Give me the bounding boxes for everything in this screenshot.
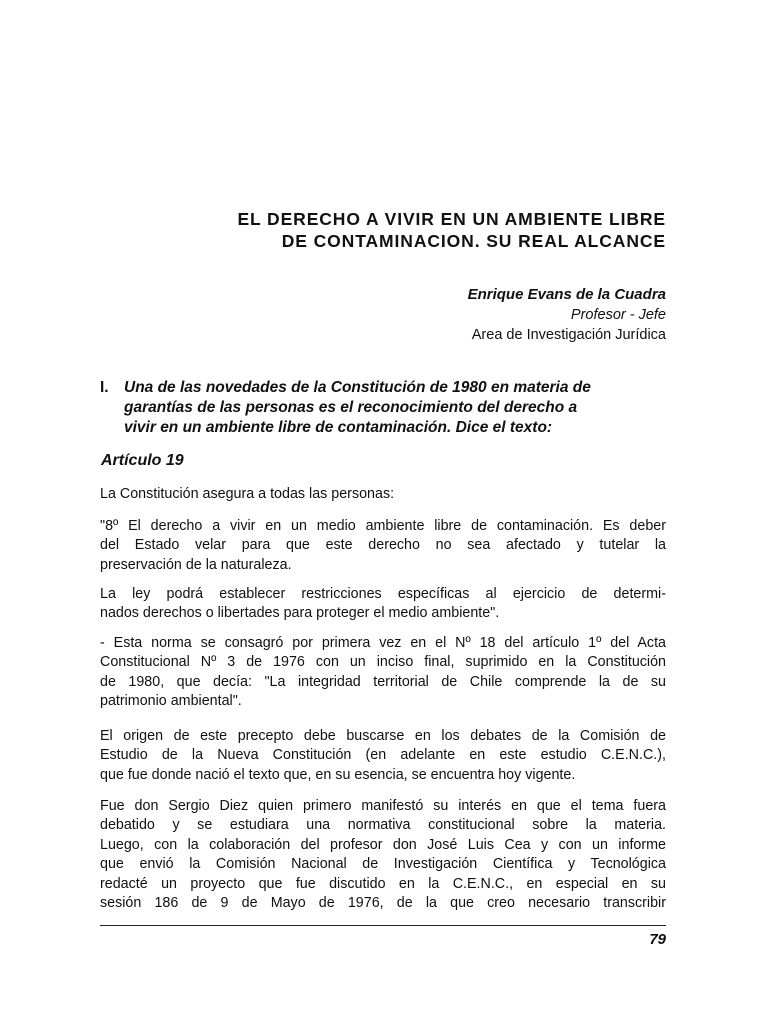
paragraph-4 xyxy=(100,634,666,712)
title-line-1: EL DERECHO A VIVIR EN UN AMBIENTE LIBRE xyxy=(237,209,666,229)
paragraph-line: La Constitución asegura a todas las personas: xyxy=(100,486,395,502)
section-heading xyxy=(100,378,666,438)
paragraph-line: - Esta norma se consagró por primera vez en el Nº 18 del artículo 1º del Acta xyxy=(100,635,666,651)
paragraph-line: redacté un proyecto que fue discutido en la C.E.N.C., en especial en su xyxy=(100,875,666,892)
article-label: Artículo 19 xyxy=(101,452,184,469)
paragraph-line: Fue don Sergio Diez quien primero manifestó su interés en que el tema fuera xyxy=(100,798,666,814)
paragraph-3 xyxy=(100,585,666,624)
paragraph-line: Constitucional Nº 3 de 1976 con un inciso final, suprimido en la Constitución xyxy=(100,654,666,671)
paragraph-6 xyxy=(100,797,666,913)
paragraph-line: patrimonio ambiental". xyxy=(100,693,242,710)
paragraph-line: debatido y se estudiara una normativa constitucional sobre la materia. xyxy=(100,817,666,834)
paragraph-5 xyxy=(100,727,666,785)
section-heading-line-2: garantías de las personas es el reconocimiento del derecho a xyxy=(124,399,578,416)
paragraph-line: El origen de este precepto debe buscarse en los debates de la Comisión de xyxy=(100,728,666,744)
paragraph-line: preservación de la naturaleza. xyxy=(100,556,292,573)
document-title xyxy=(160,208,666,252)
paragraph-line: que envió la Comisión Nacional de Investigación Científica y Tecnológica xyxy=(100,856,666,873)
section-heading-line-1: Una de las novedades de la Constitución de 1980 en materia de xyxy=(124,379,591,396)
paragraph-line: Estudio de la Nueva Constitución (en adelante en este estudio C.E.N.C.), xyxy=(100,747,666,764)
page-number: 79 xyxy=(649,931,666,948)
paragraph-line: que fue donde nació el texto que, en su esencia, se encuentra hoy vigente. xyxy=(100,766,576,783)
paragraph-line: de 1980, que decía: "La integridad territorial de Chile comprende la de su xyxy=(100,673,666,690)
paragraph-line: "8º El derecho a vivir en un medio ambiente libre de contaminación. Es deber xyxy=(100,518,666,534)
section-heading-text xyxy=(100,378,666,438)
section-heading-line-3: vivir en un ambiente libre de contaminación. Dice el texto: xyxy=(124,419,553,436)
paragraph-line: del Estado velar para que este derecho no sea afectado y tutelar la xyxy=(100,537,666,554)
paragraph-line: Luego, con la colaboración del profesor don José Luis Cea y con un informe xyxy=(100,836,666,853)
section-number: I. xyxy=(100,379,109,396)
author-department: Area de Investigación Jurídica xyxy=(471,327,666,343)
title-line-2: DE CONTAMINACION. SU REAL ALCANCE xyxy=(281,231,666,251)
paragraph-line: La ley podrá establecer restricciones específicas al ejercicio de determi- xyxy=(100,586,666,602)
paragraph-line: nados derechos o libertades para proteger el medio ambiente". xyxy=(100,605,500,622)
paragraph-line: sesión 186 de 9 de Mayo de 1976, de la que creo necesario transcribir xyxy=(100,895,666,912)
paragraph-2 xyxy=(100,517,666,575)
author-block xyxy=(380,285,666,345)
footer-divider xyxy=(100,925,666,926)
author-name: Enrique Evans de la Cuadra xyxy=(467,286,666,303)
author-role: Profesor - Jefe xyxy=(570,307,666,323)
paragraph-1 xyxy=(100,485,666,504)
